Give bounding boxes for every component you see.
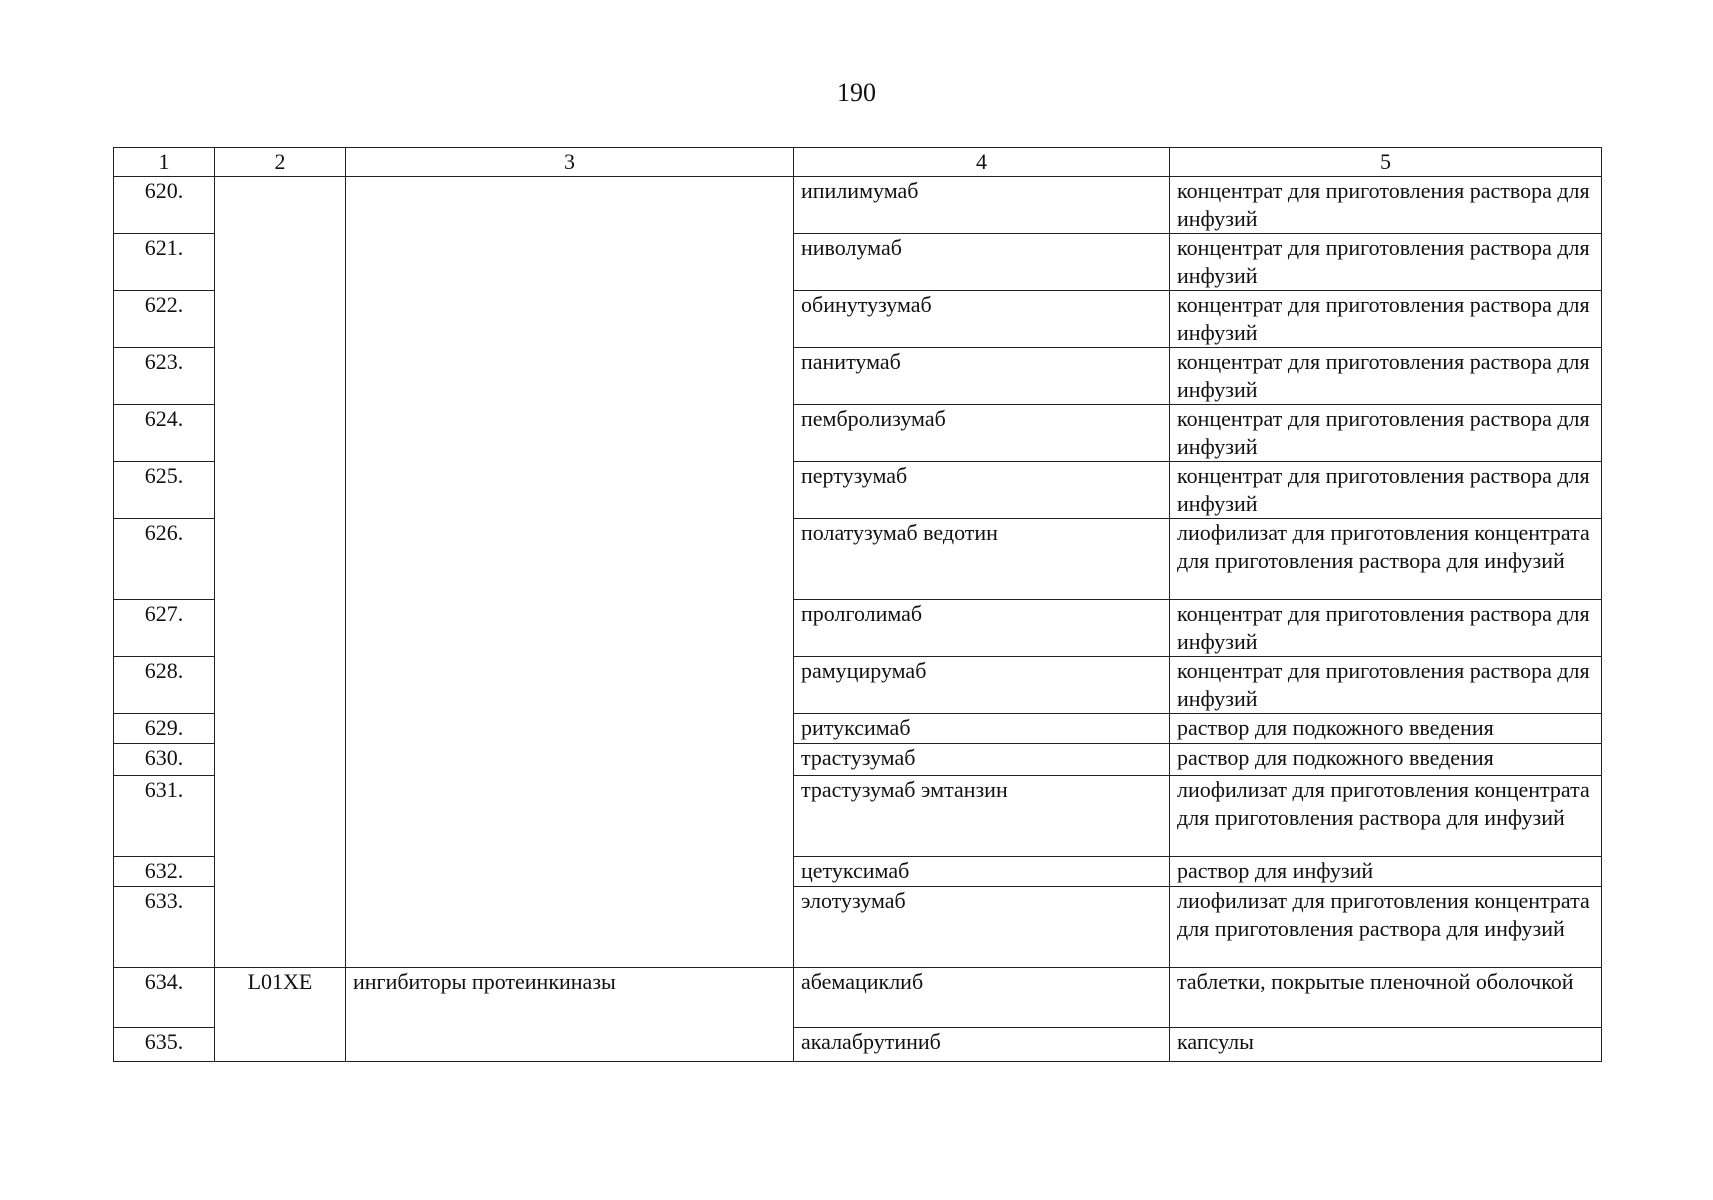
row-number: 628. [114, 657, 215, 714]
row-number: 635. [114, 1028, 215, 1062]
page-number: 190 [837, 78, 876, 107]
atc-code-cell [215, 177, 346, 968]
row-number: 627. [114, 600, 215, 657]
row-number: 620. [114, 177, 215, 234]
drug-name: элотузумаб [794, 887, 1170, 968]
dosage-form: раствор для инфузий [1170, 857, 1602, 887]
column-header-4: 4 [794, 148, 1170, 177]
column-header-3: 3 [346, 148, 794, 177]
row-number: 632. [114, 857, 215, 887]
drug-name: рамуцирумаб [794, 657, 1170, 714]
drug-name: трастузумаб эмтанзин [794, 776, 1170, 857]
drug-name: пролголимаб [794, 600, 1170, 657]
row-number: 621. [114, 234, 215, 291]
column-header-2: 2 [215, 148, 346, 177]
table-row [114, 968, 1602, 1028]
drug-name: абемациклиб [794, 968, 1170, 1028]
drug-name: цетуксимаб [794, 857, 1170, 887]
dosage-form: концентрат для приготовления раствора для инфузий [1170, 462, 1602, 519]
drug-name: панитумаб [794, 348, 1170, 405]
dosage-form: концентрат для приготовления раствора для инфузий [1170, 177, 1602, 234]
drug-name: обинутузумаб [794, 291, 1170, 348]
group-name-cell: ингибиторы протеинкиназы [346, 968, 794, 1062]
dosage-form: раствор для подкожного введения [1170, 714, 1602, 744]
dosage-form: лиофилизат для приготовления концентрата для приготовления раствора для инфузий [1170, 887, 1602, 968]
drug-name: акалабрутиниб [794, 1028, 1170, 1062]
column-header-1: 1 [114, 148, 215, 177]
column-header-5: 5 [1170, 148, 1602, 177]
dosage-form: концентрат для приготовления раствора для инфузий [1170, 234, 1602, 291]
row-number: 623. [114, 348, 215, 405]
row-number: 624. [114, 405, 215, 462]
atc-code-cell: L01XE [215, 968, 346, 1062]
dosage-form: лиофилизат для приготовления концентрата для приготовления раствора для инфузий [1170, 519, 1602, 600]
row-number: 622. [114, 291, 215, 348]
row-number: 633. [114, 887, 215, 968]
drug-name: ипилимумаб [794, 177, 1170, 234]
drug-name: трастузумаб [794, 744, 1170, 776]
row-number: 634. [114, 968, 215, 1028]
row-number: 631. [114, 776, 215, 857]
row-number: 630. [114, 744, 215, 776]
dosage-form: капсулы [1170, 1028, 1602, 1062]
dosage-form: концентрат для приготовления раствора для инфузий [1170, 348, 1602, 405]
drug-list-table [113, 147, 1602, 1062]
row-number: 626. [114, 519, 215, 600]
drug-name: ниволумаб [794, 234, 1170, 291]
drug-name: пертузумаб [794, 462, 1170, 519]
dosage-form: лиофилизат для приготовления концентрата для приготовления раствора для инфузий [1170, 776, 1602, 857]
drug-name: полатузумаб ведотин [794, 519, 1170, 600]
dosage-form: концентрат для приготовления раствора для инфузий [1170, 600, 1602, 657]
dosage-form: таблетки, покрытые пленочной оболочкой [1170, 968, 1602, 1028]
dosage-form: концентрат для приготовления раствора для инфузий [1170, 405, 1602, 462]
table-row [114, 177, 1602, 234]
row-number: 629. [114, 714, 215, 744]
row-number: 625. [114, 462, 215, 519]
dosage-form: концентрат для приготовления раствора для инфузий [1170, 291, 1602, 348]
dosage-form: раствор для подкожного введения [1170, 744, 1602, 776]
group-name-cell [346, 177, 794, 968]
drug-name: пембролизумаб [794, 405, 1170, 462]
drug-name: ритуксимаб [794, 714, 1170, 744]
dosage-form: концентрат для приготовления раствора для инфузий [1170, 657, 1602, 714]
header-row [114, 148, 1602, 177]
